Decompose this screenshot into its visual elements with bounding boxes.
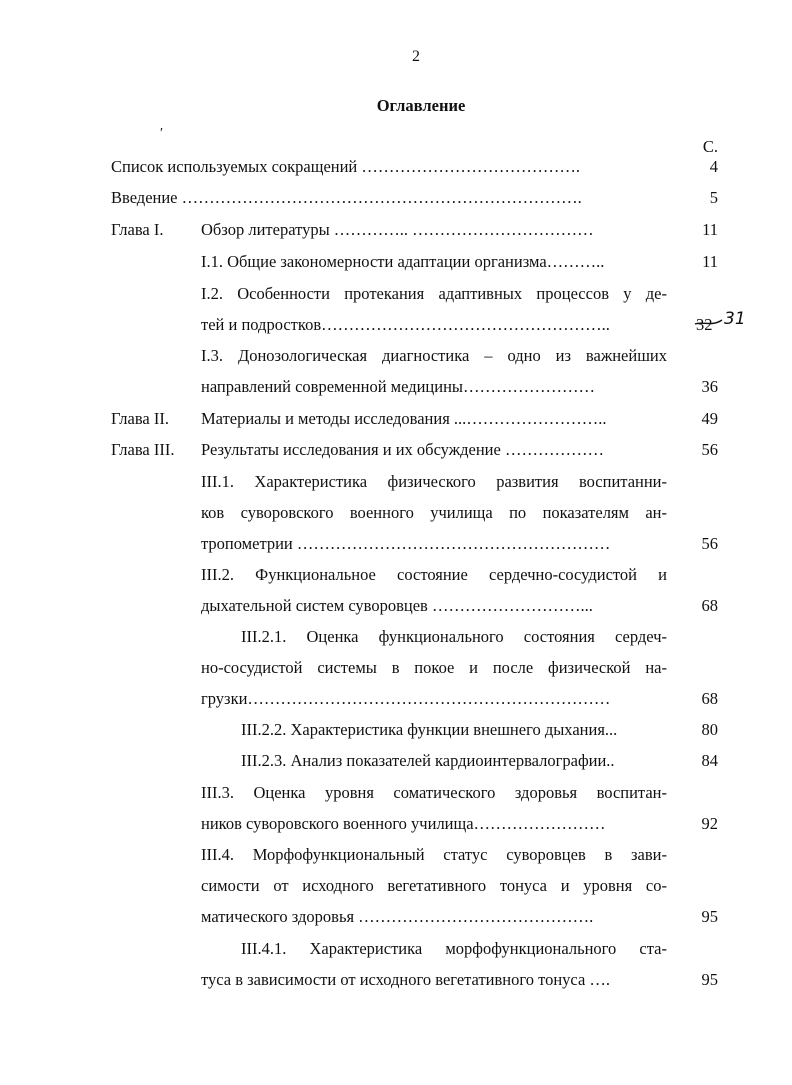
toc-text: матического здоровья …………………………………….	[201, 907, 594, 926]
toc-page: 68	[701, 689, 718, 708]
toc-label: Глава II.	[111, 409, 169, 428]
toc-text: III.2. Функциональное состояние сердечно-сосудистой и	[201, 565, 667, 584]
toc-text: ков суворовского военного училища по показателям ан-	[201, 503, 667, 522]
toc-page: 5	[709, 188, 718, 207]
page-column-header: С.	[702, 137, 718, 156]
toc-text: I.3. Донозологическая диагностика – одно из важнейших	[201, 346, 667, 365]
toc-page: 68	[701, 596, 718, 615]
toc-text: туса в зависимости от исходного вегетативного тонуса ….	[201, 970, 611, 989]
toc-page: 56	[701, 440, 718, 459]
toc-page: 84	[701, 751, 718, 770]
toc-label: Глава I.	[111, 220, 164, 239]
toc-text: ников суворовского военного училища……………………	[201, 814, 606, 833]
toc-page: 36	[701, 377, 718, 396]
toc-text: грузки…………………………………………………………	[201, 689, 611, 708]
toc-page: 80	[701, 720, 718, 739]
toc-text: направлений современной медицины……………………	[201, 377, 596, 396]
handwritten-correction: 31	[724, 309, 746, 329]
toc-page: 11	[702, 220, 718, 239]
toc-title: Оглавление	[376, 96, 466, 115]
toc-page: 4	[709, 157, 718, 176]
toc-text: Обзор литературы ………….. ……………………………	[201, 220, 594, 239]
toc-page-struck: 32	[696, 315, 713, 334]
toc-text: III.3. Оценка уровня соматического здоровья воспитан-	[201, 783, 667, 802]
page-number: 2	[412, 48, 420, 65]
toc-text: III.1. Характеристика физического развития воспитанни-	[201, 472, 667, 491]
toc-text: III.4.1. Характеристика морфофункционального ста-	[241, 939, 667, 958]
toc-text: Материалы и методы исследования ...……………………..	[201, 409, 607, 428]
toc-text: симости от исходного вегетативного тонуса и уровня со-	[201, 876, 667, 895]
stray-mark: ′	[160, 126, 164, 141]
toc-page: 95	[701, 907, 718, 926]
toc-page: 95	[701, 970, 718, 989]
toc-text: дыхательной систем суворовцев ………………………...	[201, 596, 593, 615]
toc-text: Введение ……………………………………………………………….	[111, 188, 582, 207]
toc-text: но-сосудистой системы в покое и после физической на-	[201, 658, 667, 677]
toc-text: Результаты исследования и их обсуждение ………………	[201, 440, 604, 459]
toc-page: 92	[701, 814, 718, 833]
toc-text: III.2.3. Анализ показателей кардиоинтервалографии..	[241, 751, 615, 770]
toc-text: III.4. Морфофункциональный статус суворовцев в зави-	[201, 845, 667, 864]
toc-page: 49	[701, 409, 718, 428]
toc-label: Глава III.	[111, 440, 175, 459]
toc-text: III.2.2. Характеристика функции внешнего дыхания...	[241, 720, 618, 739]
toc-text: I.1. Общие закономерности адаптации организма………..	[201, 252, 605, 271]
toc-text: III.2.1. Оценка функционального состояния сердеч-	[241, 627, 667, 646]
toc-text: I.2. Особенности протекания адаптивных процессов у де-	[201, 284, 667, 303]
toc-page: 11	[702, 252, 718, 271]
toc-text: тропометрии …………………………………………………	[201, 534, 611, 553]
toc-text: Список используемых сокращений ………………………………….	[111, 157, 581, 176]
toc-text: тей и подростков……………………………………………..	[201, 315, 610, 334]
toc-page: 56	[701, 534, 718, 553]
